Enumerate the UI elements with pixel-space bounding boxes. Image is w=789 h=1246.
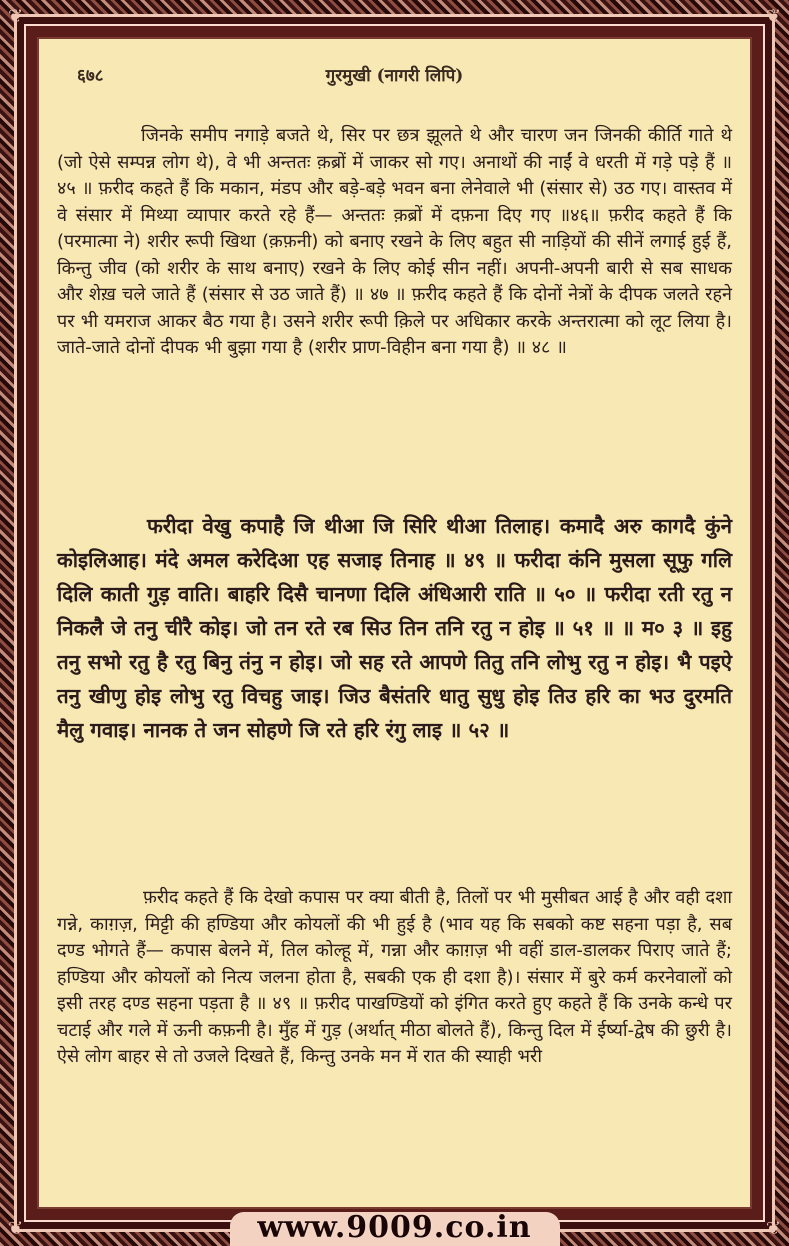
commentary-paragraph-1 [57,123,732,362]
corner-ornament-icon: ❦ [765,1218,781,1239]
page-header [77,63,712,93]
paragraph-text: फ़रीद कहते हैं कि देखो कपास पर क्या बीती है, तिलों पर भी मुसीबत आई है और वही दशा गन्ने, काग़ज़, मिट्टी की हण्डिया और कोयलों की भी हुई है (भाव यह कि सबको कष्ट सहना पड़ा है, सब दण्ड भोगते हैं— कपास बेलने में, तिल कोल्हू में, गन्ना और काग़ज़ भी वहीं डाल-डालकर पिराए जाते हैं; हण्डिया और कोयलों को नित्य जलना होता है, सबकी एक ही दशा है)। संसार में बुरे कर्म करनेवालों को इसी तरह दण्ड सहना पड़ता है ॥ ४९ ॥ फ़रीद पाखण्डियों को इंगित करते हुए कहते हैं कि उनके कन्धे पर चटाई और गले में ऊनी कफ़नी है। मुँह में गुड़ (अर्थात् मीठा बोलते हैं), किन्तु दिल में ईर्ष्या-द्वेष की छुरी है। ऐसे लोग बाहर से तो उजले दिखते हैं, किन्तु उनके मन में रात की स्याही भरी [57,887,732,1067]
paragraph-text: जिनके समीप नगाड़े बजते थे, सिर पर छत्र झूलते थे और चारण जन जिनकी कीर्ति गाते थे (जो ऐसे सम्पन्न लोग थे), वे भी अन्ततः क़ब्रों में जाकर सो गए। अनाथों की नाईं वे धरती में गड़े पड़े हैं ॥ ४५ ॥ फ़रीद कहते हैं कि मकान, मंडप और बड़े-बड़े भवन बना लेनेवाले भी (संसार से) उठ गए। वास्तव में वे संसार में मिथ्या व्यापार करते रहे हैं— अन्ततः क़ब्रों में दफ़ना दिए गए ॥४६॥ फ़रीद कहते हैं कि (परमात्मा ने) शरीर रूपी खिथा (क़फ़नी) को बनाए रखने के लिए बहुत सी नाड़ियों की सीनें लगाई हुई हैं, किन्तु जीव (को शरीर के साथ बनाए) रखने के लिए कोई सीन नहीं। अपनी-अपनी बारी से सब साधक और शेख़ चले जाते हैं (संसार से उठ जाते हैं) ॥ ४७ ॥ फ़रीद कहते हैं कि दोनों नेत्रों के दीपक जलते रहने पर भी यमराज आकर बैठ गया है। उसने शरीर रूपी क़िले पर अधिकार करके अन्तरात्मा को लूट लिया है। जाते-जाते दोनों दीपक भी बुझा गया है (शरीर प्राण-विहीन बना गया है) ॥ ४८ ॥ [57,125,732,358]
running-title: गुरमुखी (नागरी लिपि) [325,66,464,86]
corner-ornament-icon: ❦ [765,6,781,27]
page-number: ६७८ [77,66,104,86]
book-page [37,37,752,1209]
verse-text: फरीदा वेखु कपाहै जि थीआ जि सिरि थीआ तिलाह। कमादै अरु कागदै कुंने कोइलिआह। मंदे अमल करेदिआ एह सजाइ तिनाह ॥ ४९ ॥ फरीदा कंनि मुसला सूफु गलि दिलि काती गुड़ वाति। बाहरि दिसै चानणा दिलि अंधिआरी राति ॥ ५० ॥ फरीदा रती रतु न निकलै जे तनु चीरै कोइ। जो तन रते रब सिउ तिन तनि रतु न होइ ॥ ५१ ॥ ॥ म० ३ ॥ इहु तनु सभो रतु है रतु बिनु तंनु न होइ। जो सह रते आपणे तितु तनि लोभु रतु न होइ। भै पइऐ तनु खीणु होइ लोभु रतु विचहु जाइ। जिउ बैसंतरि धातु सुधु होइ तिउ हरि का भउ दुरमति मैलु गवाइ। नानक ते जन सोहणे जि रते हरि रंगु लाइ ॥ ५२ ॥ [57,514,732,742]
corner-ornament-icon: ❦ [8,6,24,27]
website-watermark[interactable]: www.9009.co.in [257,1210,532,1245]
commentary-paragraph-2 [57,885,732,1071]
gurmukhi-verse-block [57,509,732,747]
corner-ornament-icon: ❦ [8,1218,24,1239]
